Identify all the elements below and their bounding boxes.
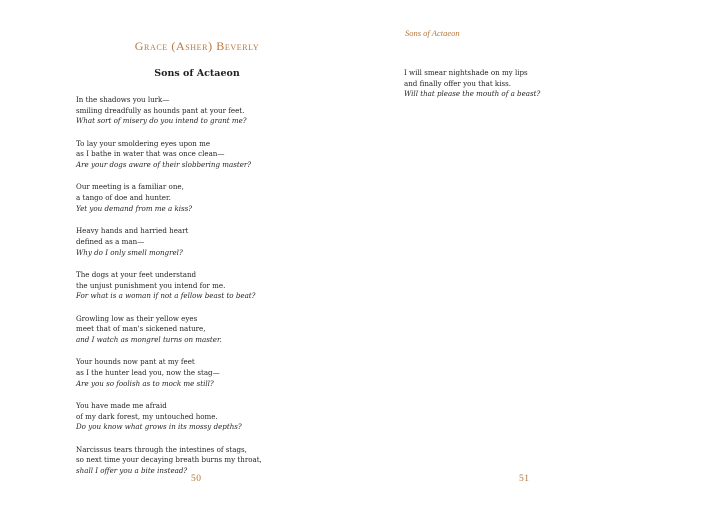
poem-line: smiling dreadfully as hounds pant at your feet.: [76, 105, 245, 115]
author-name: Grace (Asher) Beverly: [134, 39, 260, 53]
stanza-3: [76, 182, 336, 214]
stanza-5: [76, 270, 336, 302]
poem-line: Your hounds now pant at my feet: [76, 357, 195, 367]
poem-line: Our meeting is a familiar one,: [76, 182, 184, 192]
poem-line-italic: Yet you demand from me a kiss?: [76, 203, 193, 213]
stanza-4: [76, 226, 336, 258]
poem-line: of my dark forest, my untouched home.: [76, 411, 218, 421]
poem-line: so next time your decaying breath burns my throat,: [76, 455, 262, 465]
poem-line: the unjust punishment you intend for me.: [76, 280, 226, 290]
right-poem-body: [404, 68, 604, 112]
running-title: Sons of Actaeon: [405, 28, 460, 38]
poem-line-italic: shall I offer you a bite instead?: [76, 466, 188, 476]
stanza-7: [76, 357, 336, 389]
page-number-left: 50: [191, 474, 202, 484]
poem-line-italic: Are you so foolish as to mock me still?: [76, 378, 214, 388]
poem-line-italic: Why do I only smell mongrel?: [76, 247, 183, 257]
stanza-1: [76, 95, 336, 127]
stanza-9: [76, 445, 336, 477]
poem-line-italic: Will that please the mouth of a beast?: [404, 89, 541, 99]
poem-line: In the shadows you lurk—: [76, 95, 170, 104]
stanza-2: [76, 139, 336, 171]
poem-line: I will smear nightshade on my lips: [404, 68, 528, 77]
left-poem-body: [76, 95, 336, 488]
page-number-right: 51: [519, 474, 530, 484]
poem-line: To lay your smoldering eyes upon me: [76, 138, 211, 148]
poem-line-italic: Are your dogs aware of their slobbering master?: [76, 160, 252, 170]
poem-line-italic: What sort of misery do you intend to grant me?: [76, 116, 247, 126]
poem-line-italic: and I watch as mongrel turns on master.: [76, 334, 222, 344]
poem-title: Sons of Actaeon: [154, 68, 240, 79]
poem-line: Heavy hands and harried heart: [76, 226, 189, 236]
poem-line: meet that of man's sickened nature,: [76, 324, 206, 334]
poem-line: Growling low as their yellow eyes: [76, 313, 198, 323]
stanza-10: [404, 68, 604, 100]
poem-line: a tango of doe and hunter.: [76, 193, 171, 203]
poem-line: You have made me afraid: [76, 400, 167, 410]
poem-line: defined as a man—: [76, 236, 145, 246]
stanza-6: [76, 314, 336, 346]
poem-line: as I bathe in water that was once clean—: [76, 149, 225, 159]
poem-line-italic: Do you know what grows in its mossy depths?: [76, 422, 242, 432]
poem-line: and finally offer you that kiss.: [404, 78, 512, 88]
poem-line: The dogs at your feet understand: [76, 269, 197, 279]
stanza-8: [76, 401, 336, 433]
poem-line: Narcissus tears through the intestines of stags,: [76, 444, 247, 454]
poem-line-italic: For what is a woman if not a fellow beast to beat?: [76, 291, 256, 301]
poem-line: as I the hunter lead you, now the stag—: [76, 367, 220, 377]
